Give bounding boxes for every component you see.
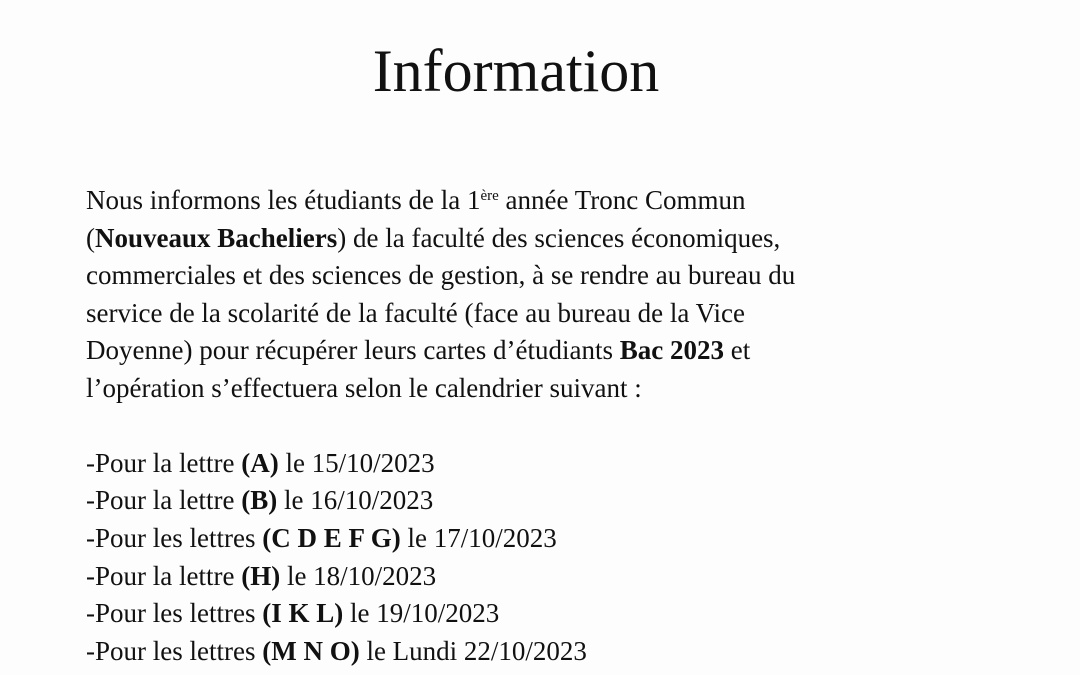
- date: le 15/10/2023: [278, 448, 435, 478]
- schedule-item: [86, 634, 587, 668]
- text: -Pour la lettre: [86, 448, 242, 478]
- letters: (H): [241, 561, 281, 591]
- text: -Pour la lettre: [86, 561, 242, 591]
- text: -Pour les lettres: [86, 636, 263, 666]
- text: ) de la faculté des sciences économiques,: [337, 223, 781, 253]
- paragraph-line: commerciales et des sciences de gestion, à se rendre au bureau du: [86, 260, 796, 290]
- date: le 17/10/2023: [400, 523, 557, 553]
- bold-text: Nouveaux Bacheliers: [95, 223, 338, 253]
- page-title: Information: [372, 38, 660, 104]
- paragraph-line: service de la scolarité de la faculté (face au bureau de la Vice: [86, 298, 745, 328]
- paragraph-line: l’opération s’effectuera selon le calendrier suivant :: [86, 373, 642, 403]
- superscript: ère: [480, 188, 499, 204]
- date: le 19/10/2023: [343, 598, 500, 628]
- text: (: [86, 223, 95, 253]
- date: le Lundi 22/10/2023: [359, 636, 587, 666]
- text: Nous informons les étudiants de la 1: [86, 185, 481, 215]
- text: et: [724, 335, 751, 365]
- letters: (B): [241, 485, 278, 515]
- paragraph-line: [86, 333, 750, 367]
- text: Doyenne) pour récupérer leurs cartes d’étudiants: [86, 335, 620, 365]
- paragraph-line: [86, 183, 746, 217]
- schedule-item: [86, 596, 499, 630]
- text: -Pour les lettres: [86, 598, 263, 628]
- schedule-item: [86, 483, 433, 517]
- schedule-item: [86, 521, 557, 555]
- schedule-item: [86, 446, 435, 480]
- letters: (C D E F G): [262, 523, 401, 553]
- text: année Tronc Commun: [498, 185, 746, 215]
- schedule-item: [86, 559, 436, 593]
- text: -Pour la lettre: [86, 485, 242, 515]
- letters: (I K L): [262, 598, 344, 628]
- date: le 18/10/2023: [280, 561, 437, 591]
- letters: (A): [241, 448, 279, 478]
- letters: (M N O): [262, 636, 360, 666]
- paragraph-line: [86, 221, 780, 255]
- date: le 16/10/2023: [277, 485, 434, 515]
- bold-text: Bac 2023: [619, 335, 725, 365]
- text: -Pour les lettres: [86, 523, 263, 553]
